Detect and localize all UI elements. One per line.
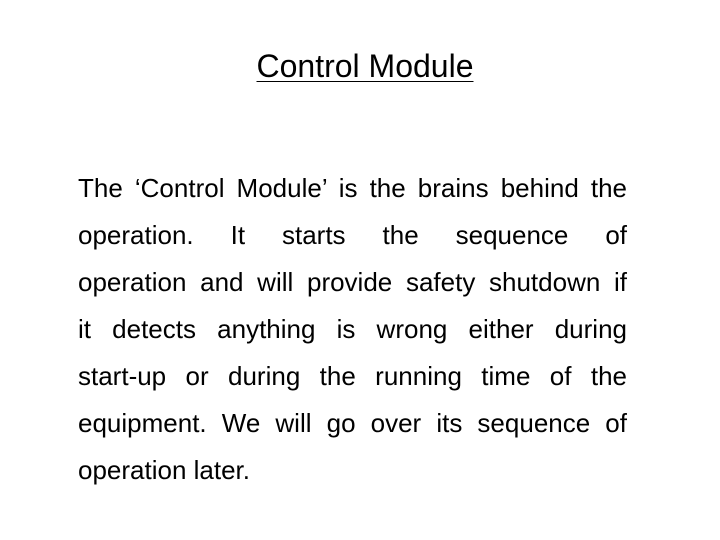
body-line: operation and will provide safety shutdown if — [78, 267, 627, 297]
body-line: equipment. We will go over its sequence of — [78, 408, 627, 438]
body-line: operation later. — [78, 455, 251, 485]
body-line: it detects anything is wrong either during — [78, 314, 627, 344]
slide-body-text — [78, 165, 627, 494]
slide-title: Control Module — [256, 48, 474, 84]
body-line: start-up or during the running time of the — [78, 361, 627, 391]
body-line: The ‘Control Module’ is the brains behind the — [78, 173, 627, 203]
body-line: operation. It starts the sequence of — [78, 220, 627, 250]
